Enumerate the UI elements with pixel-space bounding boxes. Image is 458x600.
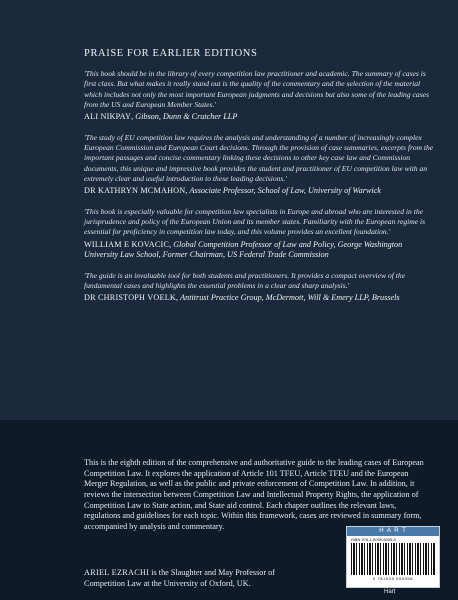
publisher-logo: Hart bbox=[384, 589, 396, 595]
praise-section bbox=[84, 48, 436, 314]
attribution-3: WILLIAM E KOVACIC, Global Competition Professor of Law and Policy, George Washington University Law School, Former Chairman, US Federal Trade Commission bbox=[84, 239, 403, 260]
attribution-role: Global Competition Professor of Law and Policy, George Washington University Law School, Former Chairman, US Federal Trade Commission bbox=[84, 239, 403, 260]
publisher-strip: H A R T bbox=[347, 527, 439, 536]
attribution-1: ALI NIKPAY, Gibson, Dunn & Crutcher LLP bbox=[84, 112, 238, 122]
attribution-name: WILLIAM E KOVACIC bbox=[84, 239, 170, 249]
quote-3: 'This book is especially valuable for competition law specialists in Europe and abroad who are interested in the jurisprudence and policy of the European Union and its member states. Familiarity with the European regime is essential for proficiency in competition law today, and this volume provides an excellent foundation.' bbox=[84, 206, 426, 237]
attribution-name: ALI NIKPAY bbox=[84, 112, 132, 122]
author-bio-text: is the Slaughter and May Professor of Competition Law at the University of Oxford, UK. bbox=[84, 568, 275, 588]
author-bio bbox=[84, 568, 314, 589]
quote-2: 'The study of EU competition law requires the analysis and understanding of a number of increasingly complex European Commission and European Court decisions. Through the provision of case summaries, excerpts from the important passages and concise commentary linking these decisions to other key case law and Commission documents, this unique and impressive book provides the student and practitioner of EU competition law with an extremely clear and useful introduction to these leading decisions.' bbox=[84, 132, 434, 183]
attribution-role: Associate Professor, School of Law, University of Warwick bbox=[189, 186, 381, 196]
isbn-text: ISBN 978-1-5099-5005-8 bbox=[351, 537, 396, 542]
barcode-digits: 9 781509 950058 bbox=[372, 576, 414, 581]
attribution-4: DR CHRISTOPH VOELK, Antitrust Practice Group, McDermott, Will & Emery LLP, Brussels bbox=[84, 293, 400, 303]
attribution-2: DR KATHRYN MCMAHON, Associate Professor, School of Law, University of Warwick bbox=[84, 186, 381, 196]
barcode bbox=[346, 526, 440, 588]
book-description: This is the eighth edition of the comprehensive and authoritative guide to the leading cases of European Competition Law. It explores the application of Article 101 TFEU, Article TFEU and the European Merger Regulation, as well as the public and private enforcement of Competition Law. In addition, it reviews the intersection between Competition Law and Intellectual Property Rights, the application of Competition Law to State action, and State aid control. Each chapter outlines the relevant laws, regulations and guidelines for each topic. Within this framework, cases are reviewed in summary form, accompanied by analysis and commentary. bbox=[84, 458, 424, 531]
quote-1: 'This book should be in the library of every competition law practitioner and academic. The summary of cases is first class. But what makes it really stand out is the quality of the commentary and the selection of the material which includes not only the most important European judgments and decisions but also some of the leading cases from the US and European Member States.' bbox=[84, 69, 429, 109]
attribution-name: DR CHRISTOPH VOELK bbox=[84, 293, 177, 303]
author-name: ARIEL EZRACHI bbox=[84, 568, 150, 578]
praise-title: PRAISE FOR EARLIER EDITIONS bbox=[84, 48, 258, 59]
attribution-name: DR KATHRYN MCMAHON bbox=[84, 186, 186, 196]
attribution-role: Antitrust Practice Group, McDermott, Will & Emery LLP, Brussels bbox=[180, 293, 400, 303]
attribution-role: Gibson, Dunn & Crutcher LLP bbox=[135, 112, 238, 122]
barcode-bars bbox=[351, 543, 435, 575]
quote-4: 'The guide is an invaluable tool for both students and practitioners. It provides a compact overview of the fundamental cases and highlights the essential problems in a clear and sharp analysis.' bbox=[84, 270, 406, 290]
